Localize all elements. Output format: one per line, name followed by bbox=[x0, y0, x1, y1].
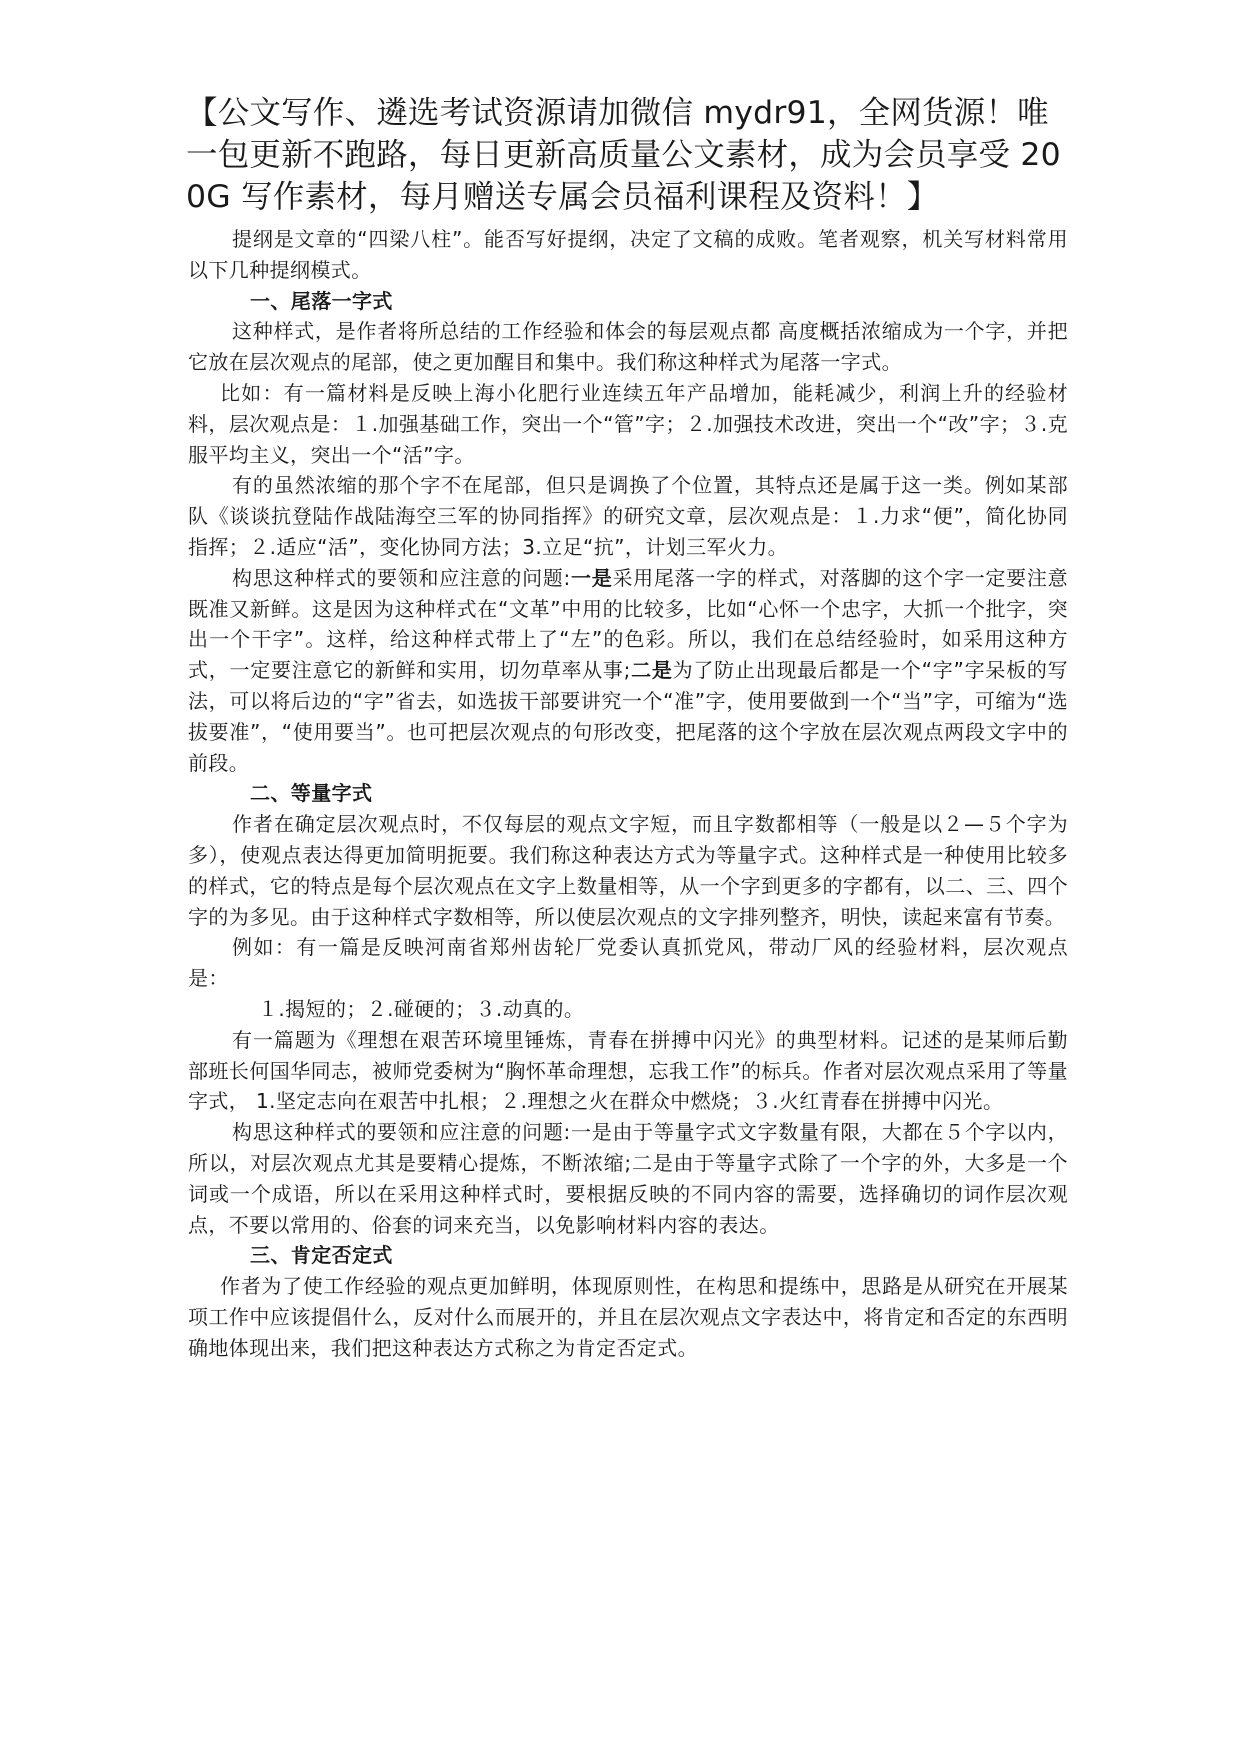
paragraph: 这种样式，是作者将所总结的工作经验和体会的每层观点都 高度概括浓缩成为一个字，并把它放在层次观点的尾部，使之更加醒目和集中。我们称这种样式为尾落一字式。 bbox=[188, 319, 1068, 375]
intro-paragraph: 提纲是文章的“四梁八柱”。能否写好提纲，决定了文稿的成败。笔者观察，机关写材料常用以下几种提纲模式。 bbox=[188, 227, 1068, 282]
paragraph bbox=[188, 563, 1068, 779]
paragraph-text: 为了防止出现最后都是一个“字”字呆板的写法，可以将后边的“字”省去，如选拔干部要讲究一个“准”字，使用要做到一个“当”字，可缩为“选拔要准”，“使用要当”。也可把层次观点的句形改变，把尾落的这个字放在层次观点两段文字中的前段。 bbox=[188, 658, 1068, 775]
paragraph-text: 采用尾落一字的样式，对落脚的这个字一定要注意既准又新鲜。这是因为这种样式在“文革”中用的比较多，比如“心怀一个忠字，大抓一个批字，突出一个干字”。这样，给这种样式带上了“左”的色彩。所以，我们在总结经验时，如采用这种方式，一定要注意它的新鲜和实用，切勿草率从事; bbox=[188, 565, 1068, 683]
section-heading-3: 三、肯定否定式 bbox=[250, 1243, 393, 1268]
paragraph: 例如：有一篇是反映河南省郑州齿轮厂党委认真抓党风，带动厂风的经验材料，层次观点是： bbox=[188, 935, 1068, 991]
paragraph: 作者为了使工作经验的观点更加鲜明，体现原则性，在构思和提练中，思路是从研究在开展某项工作中应该提倡什么，反对什么而展开的，并且在层次观点文字表达中，将肯定和否定的东西明确地体现出来，我们把这种表达方式称之为肯定否定式。 bbox=[188, 1274, 1068, 1360]
paragraph: 作者在确定层次观点时，不仅每层的观点文字短，而且字数都相等（一般是以２—５个字为多），使观点表达得更加简明扼要。我们称这种表达方式为等量字式。这种样式是一种使用比较多的样式，它的特点是每个层次观点在文字上数量相等，从一个字到更多的字都有，以二、三、四个字的为多见。由于这种样式字数相等，所以使层次观点的文字排列整齐，明快，读起来富有节奏。 bbox=[188, 812, 1068, 929]
section-heading-2: 二、等量字式 bbox=[250, 781, 373, 806]
emphasis-text: 一是 bbox=[570, 565, 613, 590]
list-line: １.揭短的；２.碰硬的；３.动真的。 bbox=[258, 996, 585, 1021]
paragraph: 比如：有一篇材料是反映上海小化肥行业连续五年产品增加，能耗减少，利润上升的经验材料，层次观点是：１.加强基础工作，突出一个“管”字；２.加强技术改进，突出一个“改”字；３.克服平均主义，突出一个“活”字。 bbox=[188, 380, 1068, 467]
document-body bbox=[188, 224, 1068, 1363]
paragraph: 有一篇题为《理想在艰苦环境里锤炼，青春在拼搏中闪光》的典型材料。记述的是某师后勤部班长何国华同志，被师党委树为“胸怀革命理想，忘我工作”的标兵。作者对层次观点采用了等量字式， 1.坚定志向在艰苦中扎根；２.理想之火在群众中燃烧；３.火红青春在拼搏中闪光。 bbox=[188, 1027, 1068, 1114]
paragraph-text: 构思这种样式的要领和应注意的问题: bbox=[232, 565, 571, 590]
paragraph: 有的虽然浓缩的那个字不在尾部，但只是调换了个位置，其特点还是属于这一类。例如某部队《谈谈抗登陆作战陆海空三军的协同指挥》的研究文章，层次观点是：１.力求“便”，简化协同指挥；２.适应“活”，变化协同方法；3.立足“抗”，计划三军火力。 bbox=[188, 473, 1068, 559]
document-page bbox=[188, 92, 1068, 1363]
promo-banner: 【公文写作、遴选考试资源请加微信 mydr91，全网货源！唯一包更新不跑路，每日更新高质量公文素材，成为会员享受 200G 写作素材，每月赠送专属会员福利课程及资料！】 bbox=[186, 95, 1061, 215]
paragraph: 构思这种样式的要领和应注意的问题:一是由于等量字式文字数量有限，大都在５个字以内，所以，对层次观点尤其是要精心提炼，不断浓缩;二是由于等量字式除了一个字的外，大多是一个词或一个成语，所以在采用这种样式时，要根据反映的不同内容的需要，选择确切的词作层次观点，不要以常用的、俗套的词来充当，以免影响材料内容的表达。 bbox=[188, 1120, 1068, 1237]
emphasis-text: 二是 bbox=[630, 658, 673, 683]
section-heading-1: 一、尾落一字式 bbox=[250, 288, 393, 313]
